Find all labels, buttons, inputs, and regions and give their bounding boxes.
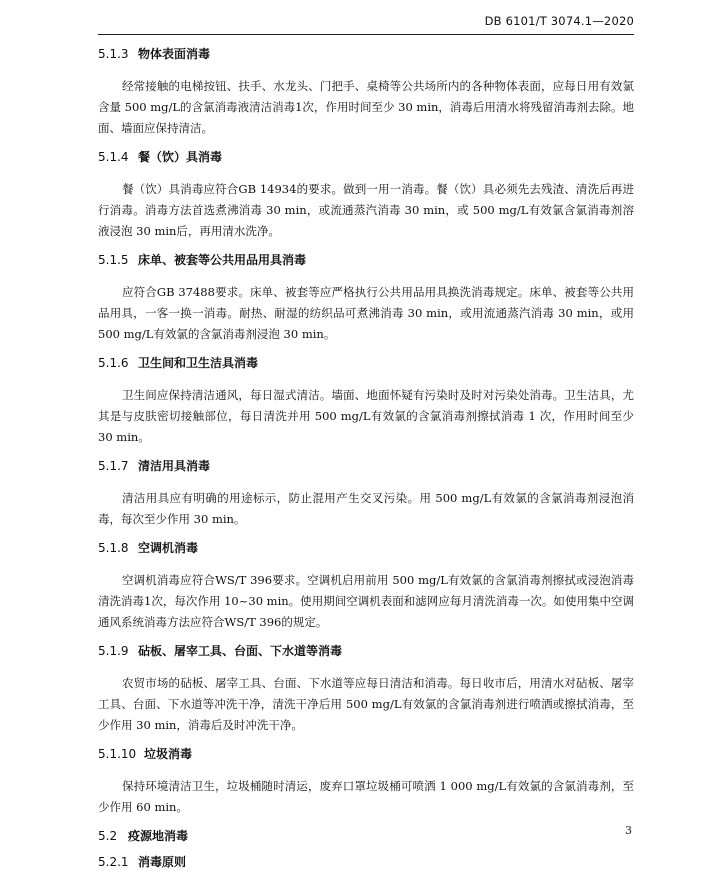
section-heading-5-1-7 [98,458,634,474]
section-title: 餐（饮）具消毒 [138,150,223,164]
section-title: 疫源地消毒 [128,829,189,843]
section-heading-5-1-4 [98,149,634,165]
section-title: 物体表面消毒 [138,47,211,61]
section-title: 清洁用具消毒 [138,459,211,473]
subsection-heading-5-2-1 [98,854,634,870]
section-heading-5-1-8 [98,540,634,556]
section-paragraph-5-1-4: 餐（饮）具消毒应符合GB 14934的要求。做到一用一消毒。餐（饮）具必须先去残渣、清洗后再进行消毒。消毒方法首选煮沸消毒 30 min，或流通蒸汽消毒 30 min，或 500 mg/L有效氯含氯消毒剂溶液浸泡 30 min后，再用清水洗净。 [98,182,634,238]
page-number: 3 [625,824,632,837]
section-paragraph-5-1-10: 保持环境清洁卫生，垃圾桶随时清运，废弃口罩垃圾桶可喷洒 1 000 mg/L有效氯的含氯消毒剂，至少作用 60 min。 [98,779,634,814]
section-paragraph-5-1-7: 清洁用具应有明确的用途标示，防止混用产生交叉污染。用 500 mg/L有效氯的含氯消毒剂浸泡消毒，每次至少作用 30 min。 [98,491,634,526]
section-number: 5.1.4 [98,150,129,164]
section-title: 垃圾消毒 [144,747,193,761]
subsection-heading-5-2 [98,828,634,844]
section-paragraph-5-1-9: 农贸市场的砧板、屠宰工具、台面、下水道等应每日清洁和消毒。每日收市后，用清水对砧板、屠宰工具、台面、下水道等冲洗干净，清洗干净后用 500 mg/L有效氯的含氯消毒剂进行喷洒或擦拭消毒，至少作用 30 min，消毒后及时冲洗干净。 [98,676,634,732]
header-rule [98,34,634,35]
section-number: 5.1.6 [98,356,129,370]
section-title: 卫生间和卫生洁具消毒 [138,356,259,370]
section-title: 砧板、屠宰工具、台面、下水道等消毒 [138,644,343,658]
section-paragraph-5-1-5: 应符合GB 37488要求。床单、被套等应严格执行公共用品用具换洗消毒规定。床单、被套等公共用品用具，一客一换一消毒。耐热、耐湿的纺织品可煮沸消毒 30 min，或用流通蒸汽消毒 30 min，或用 500 mg/L有效氯的含氯消毒剂浸泡 30 min。 [98,285,634,341]
section-number: 5.2.1 [98,855,129,869]
section-number: 5.1.7 [98,459,129,473]
section-number: 5.1.10 [98,747,137,761]
section-title: 空调机消毒 [138,541,199,555]
section-paragraph-5-1-8: 空调机消毒应符合WS/T 396要求。空调机启用前用 500 mg/L有效氯的含氯消毒剂擦拭或浸泡消毒清洗消毒1次，每次作用 10~30 min。使用期间空调机表面和滤网应每月清洗消毒一次。如使用集中空调通风系统消毒方法应符合WS/T 396的规定。 [98,573,634,629]
section-title: 消毒原则 [138,855,187,869]
section-heading-5-1-6 [98,355,634,371]
section-paragraph-5-1-6: 卫生间应保持清洁通风，每日湿式清洁。墙面、地面怀疑有污染时及时对污染处消毒。卫生洁具，尤其是与皮肤密切接触部位，每日清洗并用 500 mg/L有效氯的含氯消毒剂擦拭消毒 1 次，作用时间至少 30 min。 [98,388,634,444]
section-number: 5.1.8 [98,541,129,555]
section-title: 床单、被套等公共用品用具消毒 [138,253,307,267]
section-heading-5-1-3 [98,46,634,62]
section-number: 5.1.5 [98,253,129,267]
section-number: 5.1.9 [98,644,129,658]
section-heading-5-1-9 [98,643,634,659]
section-heading-5-1-10 [98,746,634,762]
document-body [98,46,634,870]
section-paragraph-5-1-3: 经常接触的电梯按钮、扶手、水龙头、门把手、桌椅等公共场所内的各种物体表面，应每日用有效氯含量 500 mg/L的含氯消毒液清洁消毒1次，作用时间至少 30 min，消毒后用清水将残留消毒剂去除。地面、墙面应保持清洁。 [98,79,634,135]
section-number: 5.1.3 [98,47,129,61]
section-heading-5-1-5 [98,252,634,268]
section-number: 5.2 [98,829,118,843]
standard-code: DB 6101/T 3074.1—2020 [484,14,634,28]
